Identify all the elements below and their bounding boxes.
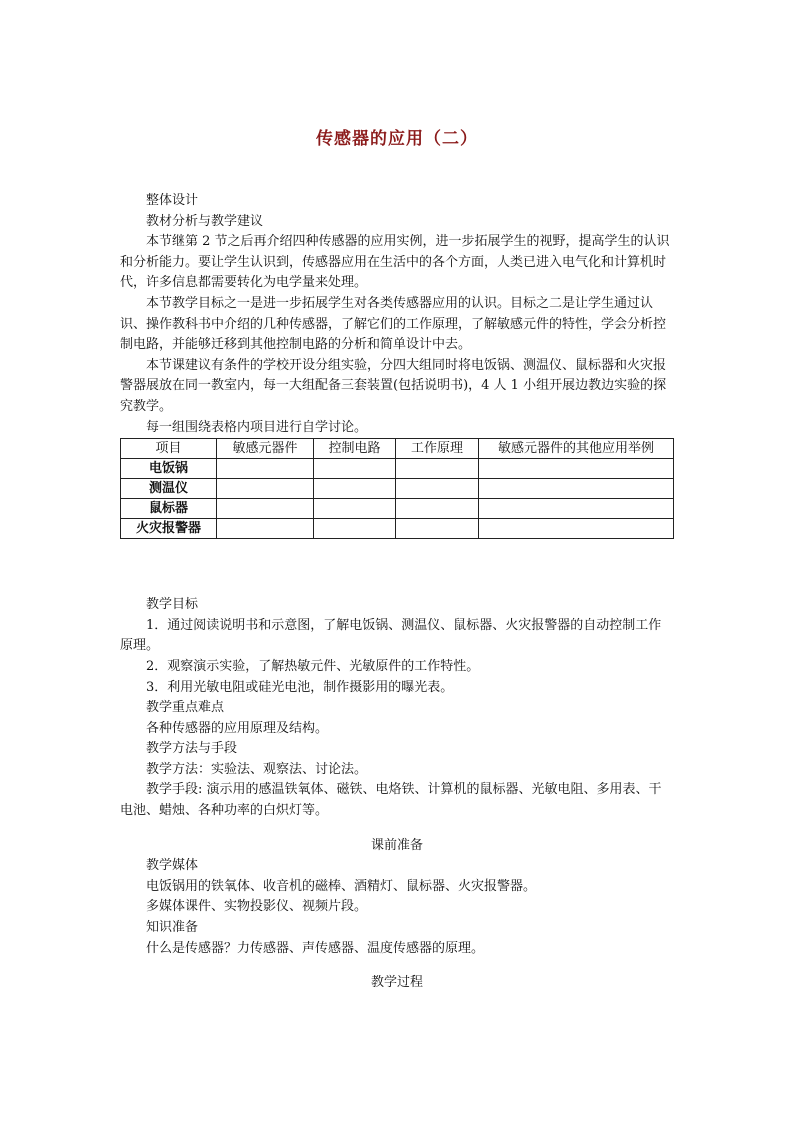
paragraph-4: 每一组围绕表格内项目进行自学讨论。 [146, 419, 368, 435]
heading-key-points: 教学重点难点 [146, 700, 225, 716]
heading-preparation: 课前准备 [370, 837, 423, 853]
goal-3: 3．利用光敏电阻或硅光电池，制作摄影用的曝光表。 [146, 679, 454, 695]
goal-1: 1．通过阅读说明书和示意图，了解电饭锅、测温仪、鼠标器、火灾报警器的自动控制工作原理。 [120, 617, 662, 654]
heading-knowledge: 知识准备 [146, 920, 199, 936]
table-header: 工作原理 [396, 439, 479, 459]
table-row-label: 电饭锅 [121, 459, 217, 479]
table-cell [314, 459, 396, 479]
discussion-table [120, 438, 674, 539]
paragraph-3: 本节课建议有条件的学校开设分组实验，分四大组同时将电饭锅、测温仪、鼠标器和火灾报警器展放在同一教室内，每一大组配备三套装置(包括说明书)，4 人 1 小组开展边教边实验的探究教学。 [120, 357, 667, 414]
table-cell [217, 519, 314, 539]
heading-overall-design: 整体设计 [146, 193, 199, 208]
table-cell [396, 479, 479, 499]
table-cell [217, 479, 314, 499]
table-row [121, 499, 674, 519]
table-row [121, 459, 674, 479]
means-text: 教学手段: 演示用的感温铁氧体、磁铁、电烙铁、计算机的鼠标器、光敏电阻、多用表、干电池、蜡烛、各种功率的白炽灯等。 [120, 782, 662, 819]
paragraph-2: 本节教学目标之一是进一步拓展学生对各类传感器应用的认识。目标之二是让学生通过认识、操作教科书中介绍的几种传感器，了解它们的工作原理，了解敏感元件的特性，学会分析控制电路，并能够迁移到其他控制电路的分析和简单设计中去。 [120, 295, 667, 353]
document-body [120, 191, 674, 994]
table-cell [396, 459, 479, 479]
knowledge-text: 什么是传感器？力传感器、声传感器、温度传感器的原理。 [146, 940, 485, 956]
paragraph-1: 本节继第 2 节之后再介绍四种传感器的应用实例，进一步拓展学生的视野，提高学生的认识和分析能力。要让学生认识到，传感器应用在生活中的各个方面，人类已进入电气化和计算机时代，许多信息都需要转化为电学量来处理。 [120, 234, 670, 291]
table-header-row [121, 439, 674, 459]
heading-material-analysis: 教材分析与教学建议 [146, 213, 264, 229]
key-points-text: 各种传感器的应用原理及结构。 [146, 720, 329, 736]
table-header: 项目 [121, 439, 217, 459]
heading-process: 教学过程 [370, 975, 423, 991]
media-text-1: 电饭锅用的铁氧体、收音机的磁棒、酒精灯、鼠标器、火灾报警器。 [146, 878, 537, 894]
methods-text: 教学方法：实验法、观察法、讨论法。 [146, 761, 368, 777]
table-header: 敏感元器件的其他应用举例 [479, 439, 674, 459]
table-header: 敏感元器件 [217, 439, 314, 459]
table-cell [217, 459, 314, 479]
heading-methods: 教学方法与手段 [146, 741, 238, 757]
table-row-label: 鼠标器 [121, 499, 217, 519]
heading-teaching-goals: 教学目标 [146, 597, 199, 613]
media-text-2: 多媒体课件、实物投影仪、视频片段。 [146, 899, 368, 915]
table-row-label: 测温仪 [121, 479, 217, 499]
heading-media: 教学媒体 [146, 858, 199, 874]
table-cell [479, 499, 674, 519]
table-cell [314, 499, 396, 519]
table-cell [314, 479, 396, 499]
table-row [121, 479, 674, 499]
table-row-label: 火灾报警器 [121, 519, 217, 539]
table-cell [396, 499, 479, 519]
table-header: 控制电路 [314, 439, 396, 459]
table-cell [217, 499, 314, 519]
document-title: 传感器的应用（二） [316, 129, 478, 149]
table-cell [479, 479, 674, 499]
table-cell [396, 519, 479, 539]
table-cell [479, 459, 674, 479]
table-row [121, 519, 674, 539]
goal-2: 2．观察演示实验，了解热敏元件、光敏原件的工作特性。 [146, 658, 480, 674]
table-cell [479, 519, 674, 539]
table-cell [314, 519, 396, 539]
